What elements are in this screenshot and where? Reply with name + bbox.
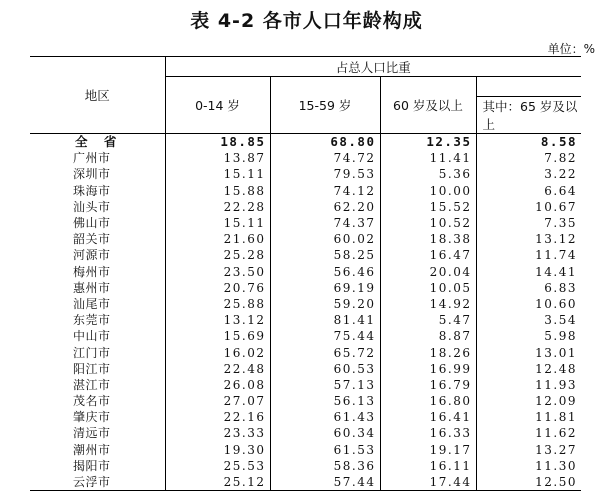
age-15-59-cell: 74.12: [270, 183, 380, 199]
age-60-plus-cell: 11.41: [380, 150, 476, 166]
age-0-14-cell: 22.48: [223, 361, 266, 376]
age-15-59-cell: 58.36: [270, 458, 380, 474]
age-60-plus-cell: 14.92: [380, 296, 476, 312]
table-row: [30, 215, 581, 231]
age-0-14-cell: 19.30: [223, 442, 266, 457]
age-60-plus-cell: 8.87: [380, 328, 476, 344]
age-65-plus-cell: 3.54: [476, 312, 581, 328]
age-0-14-cell: 27.07: [223, 394, 266, 409]
table-row: [30, 150, 581, 166]
age-60-plus-cell: 16.99: [380, 361, 476, 377]
age-65-plus-cell: 7.82: [476, 150, 581, 166]
region-cell: 梅州市: [30, 264, 165, 280]
age-65-plus-cell: 11.93: [476, 377, 581, 393]
table-row: [30, 458, 581, 474]
age-65-plus-cell: 3.22: [476, 166, 581, 182]
age-65-plus-cell: 7.35: [476, 215, 581, 231]
age-60-plus-cell: 18.38: [380, 231, 476, 247]
age-0-14-cell: 21.60: [223, 232, 266, 247]
age-0-14-cell: 13.12: [223, 313, 266, 328]
table-row: [30, 296, 581, 312]
age-15-59-cell: 58.25: [270, 247, 380, 263]
age-15-59-cell: 57.13: [270, 377, 380, 393]
age-15-59-cell: 79.53: [270, 166, 380, 182]
age-15-59-cell: 57.44: [270, 474, 380, 491]
region-cell: 汕头市: [30, 199, 165, 215]
region-cell: 韶关市: [30, 231, 165, 247]
header-share: 占总人口比重: [165, 57, 581, 77]
age-0-14-cell: 25.53: [223, 458, 266, 473]
age-65-plus-cell: 11.62: [476, 425, 581, 441]
age-60-plus-cell: 16.41: [380, 409, 476, 425]
age-60-plus-cell: 17.44: [380, 474, 476, 491]
unit-label: 单位：%: [547, 42, 595, 56]
region-cell: 惠州市: [30, 280, 165, 296]
table-title: 表 4-2 各市人口年龄构成: [190, 10, 423, 32]
table-body: [30, 134, 581, 491]
region-cell: 湛江市: [30, 377, 165, 393]
table-row: [30, 264, 581, 280]
age-15-59-cell: 74.37: [270, 215, 380, 231]
age-15-59-cell: 81.41: [270, 312, 380, 328]
header-age-65-plus: 其中：65 岁及以上: [476, 97, 581, 134]
region-cell: 汕尾市: [30, 296, 165, 312]
table-row: [30, 280, 581, 296]
age-65-plus-cell: 14.41: [476, 264, 581, 280]
age-65-plus-cell: 8.58: [476, 134, 581, 151]
age-65-plus-cell: 12.09: [476, 393, 581, 409]
table-row: [30, 442, 581, 458]
region-cell: 潮州市: [30, 442, 165, 458]
table-row: [30, 344, 581, 360]
age-65-plus-cell: 12.50: [476, 474, 581, 491]
age-65-plus-cell: 13.01: [476, 344, 581, 360]
age-60-plus-cell: 15.52: [380, 199, 476, 215]
region-cell: 茂名市: [30, 393, 165, 409]
age-0-14-cell: 22.28: [223, 199, 266, 214]
age-15-59-cell: 61.43: [270, 409, 380, 425]
age-0-14-cell: 13.87: [223, 151, 266, 166]
age-0-14-cell: 22.16: [223, 410, 266, 425]
age-0-14-cell: 18.85: [220, 134, 266, 150]
age-60-plus-cell: 10.52: [380, 215, 476, 231]
age-60-plus-cell: 16.33: [380, 425, 476, 441]
age-65-plus-cell: 6.83: [476, 280, 581, 296]
age-60-plus-cell: 19.17: [380, 442, 476, 458]
age-15-59-cell: 75.44: [270, 328, 380, 344]
table-row-total: [30, 134, 581, 151]
header-age-0-14: 0-14 岁: [165, 77, 270, 134]
age-0-14-cell: 25.88: [223, 296, 266, 311]
table-row: [30, 328, 581, 344]
age-15-59-cell: 65.72: [270, 344, 380, 360]
region-cell: 中山市: [30, 328, 165, 344]
table-row: [30, 474, 581, 491]
header-age-60-plus: 60 岁及以上: [380, 77, 476, 134]
region-cell: 阳江市: [30, 361, 165, 377]
age-60-plus-cell: 5.47: [380, 312, 476, 328]
age-0-14-cell: 25.12: [165, 474, 270, 491]
age-0-14-cell: 25.28: [223, 248, 266, 263]
age-60-plus-cell: 12.35: [380, 134, 476, 151]
age-65-plus-cell: 12.48: [476, 361, 581, 377]
age-15-59-cell: 56.46: [270, 264, 380, 280]
age-15-59-cell: 60.34: [270, 425, 380, 441]
age-15-59-cell: 60.02: [270, 231, 380, 247]
age-65-plus-cell: 10.60: [476, 296, 581, 312]
age-65-plus-cell: 11.74: [476, 247, 581, 263]
age-0-14-cell: 15.11: [223, 167, 266, 182]
header-age-15-59: 15-59 岁: [270, 77, 380, 134]
age-0-14-cell: 23.50: [223, 264, 266, 279]
age-0-14-cell: 15.69: [223, 329, 266, 344]
region-cell: 云浮市: [30, 474, 165, 491]
table-row: [30, 231, 581, 247]
region-cell: 肇庆市: [30, 409, 165, 425]
age-65-plus-cell: 11.30: [476, 458, 581, 474]
region-cell: 佛山市: [30, 215, 165, 231]
table-row: [30, 393, 581, 409]
age-structure-table: [30, 56, 581, 491]
table-row: [30, 425, 581, 441]
age-15-59-cell: 69.19: [270, 280, 380, 296]
region-cell: 江门市: [30, 344, 165, 360]
table-row: [30, 312, 581, 328]
table-row: [30, 361, 581, 377]
age-0-14-cell: 26.08: [223, 377, 266, 392]
region-cell: 清远市: [30, 425, 165, 441]
age-0-14-cell: 16.02: [223, 345, 266, 360]
age-15-59-cell: 60.53: [270, 361, 380, 377]
age-0-14-cell: 15.11: [223, 216, 266, 231]
age-60-plus-cell: 16.80: [380, 393, 476, 409]
age-60-plus-cell: 20.04: [380, 264, 476, 280]
table-row: [30, 247, 581, 263]
region-cell: 东莞市: [30, 312, 165, 328]
region-cell: 全 省: [30, 134, 165, 151]
region-cell: 珠海市: [30, 183, 165, 199]
region-cell: 揭阳市: [30, 458, 165, 474]
age-65-plus-cell: 6.64: [476, 183, 581, 199]
age-15-59-cell: 61.53: [270, 442, 380, 458]
region-cell: 河源市: [30, 247, 165, 263]
age-15-59-cell: 59.20: [270, 296, 380, 312]
table-row: [30, 183, 581, 199]
age-60-plus-cell: 16.79: [380, 377, 476, 393]
age-60-plus-cell: 10.05: [380, 280, 476, 296]
age-0-14-cell: 20.76: [223, 280, 266, 295]
table-row: [30, 409, 581, 425]
age-15-59-cell: 62.20: [270, 199, 380, 215]
age-60-plus-cell: 10.00: [380, 183, 476, 199]
region-cell: 广州市: [30, 150, 165, 166]
age-15-59-cell: 56.13: [270, 393, 380, 409]
age-65-plus-cell: 11.81: [476, 409, 581, 425]
age-60-plus-cell: 16.11: [380, 458, 476, 474]
age-60-plus-cell: 5.36: [380, 166, 476, 182]
age-65-plus-cell: 10.67: [476, 199, 581, 215]
age-65-plus-cell: 5.98: [476, 328, 581, 344]
region-cell: 深圳市: [30, 166, 165, 182]
table-row: [30, 199, 581, 215]
table-row: [30, 377, 581, 393]
age-15-59-cell: 68.80: [270, 134, 380, 151]
age-65-plus-cell: 13.12: [476, 231, 581, 247]
age-0-14-cell: 23.33: [223, 426, 266, 441]
age-0-14-cell: 15.88: [223, 183, 266, 198]
age-60-plus-cell: 18.26: [380, 344, 476, 360]
header-region: 地区: [30, 57, 165, 134]
age-60-plus-cell: 16.47: [380, 247, 476, 263]
header-blank: [476, 77, 581, 97]
age-65-plus-cell: 13.27: [476, 442, 581, 458]
table-row: [30, 166, 581, 182]
age-15-59-cell: 74.72: [270, 150, 380, 166]
